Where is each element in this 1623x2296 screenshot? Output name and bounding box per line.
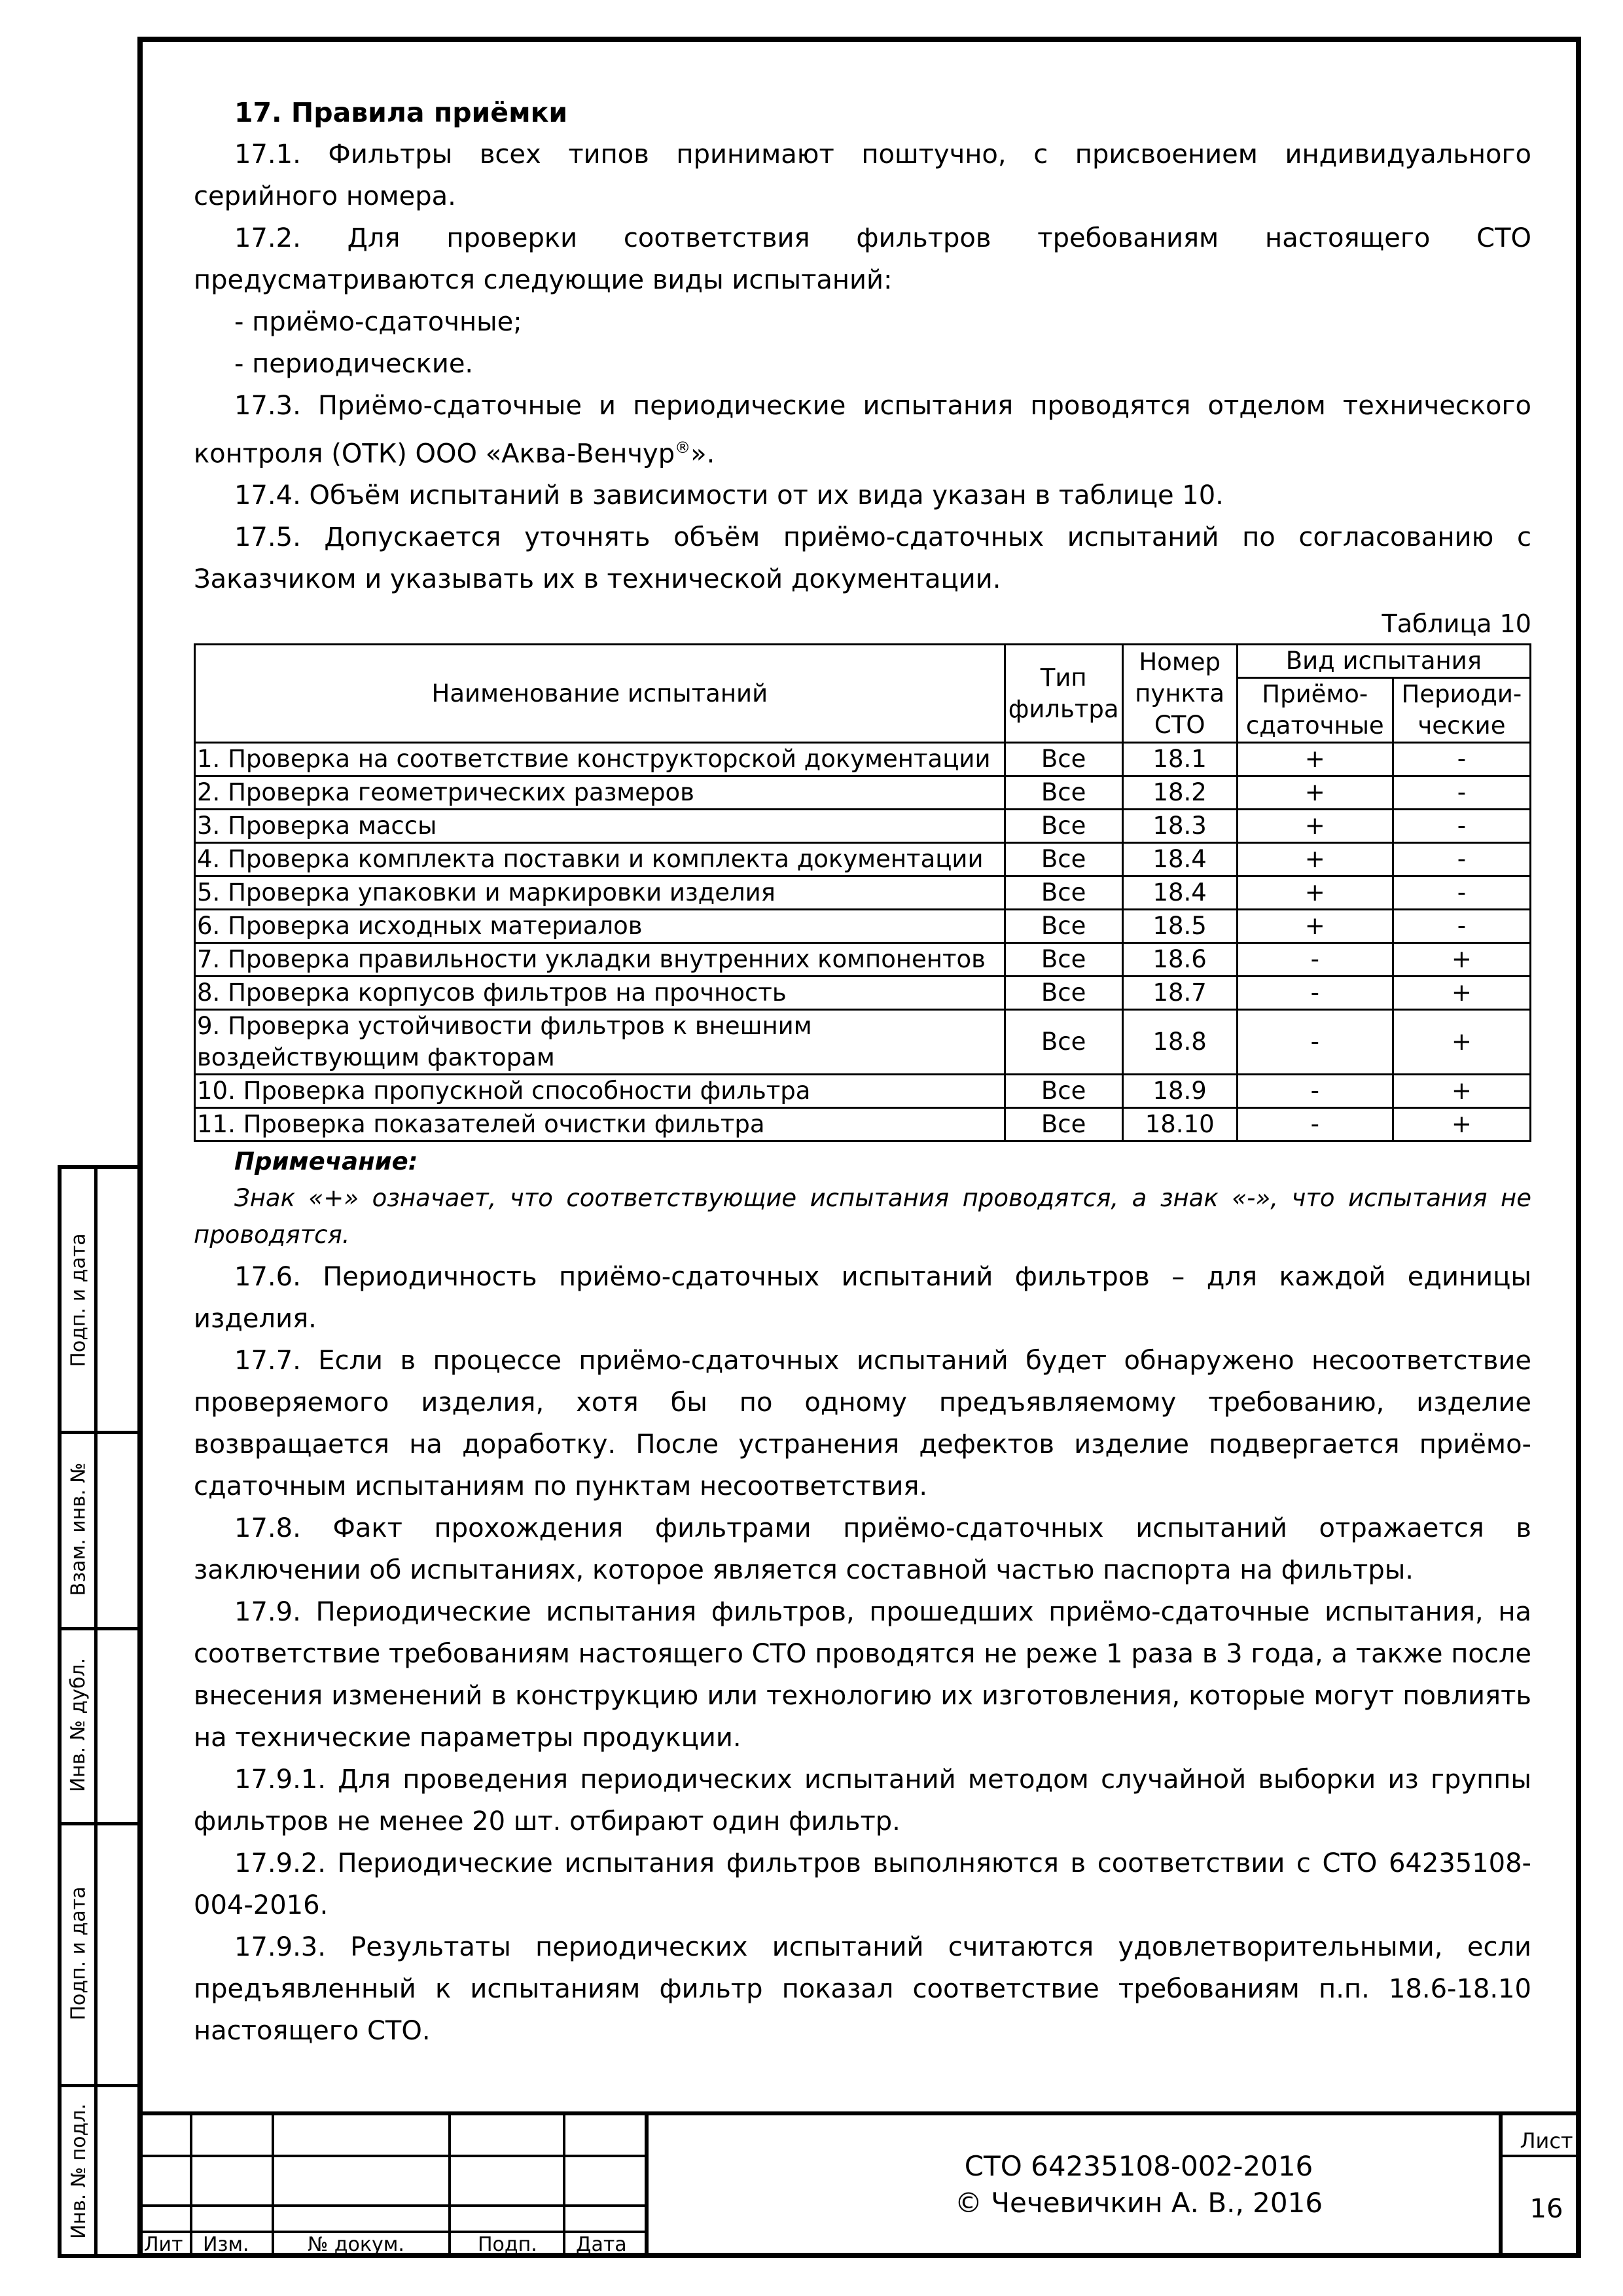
list-item: - приёмо-сдаточные;: [234, 307, 522, 337]
tb-col-lit: Лит: [144, 2233, 183, 2256]
side-cell-orig-inv: [62, 2084, 137, 2258]
row-name: 10. Проверка пропускной способности фильтра: [195, 1075, 1005, 1108]
paragraph: 17.6. Периодичность приёмо-сдаточных испытаний фильтров – для каждой единицы изделия.: [194, 1262, 1531, 1335]
paragraph: 17.9. Периодические испытания фильтров, прошедших приёмо-сдаточные испытания, на соответствие требованиям настоящего СТО проводятся не реже 1 раза в 3 года, а также после внесения изменений в конструкцию или технологию их изготовления, которые могут повлиять на технические параметры продукции.: [194, 1597, 1531, 1753]
row-clause: 18.4: [1122, 843, 1237, 876]
row-periodic: -: [1393, 843, 1530, 876]
paragraph-text: 17.3. Приёмо-сдаточные и периодические испытания проводятся отделом технического контроля (ОТК) ООО «Аква-Венчур: [194, 391, 1531, 469]
row-clause: 18.8: [1122, 1010, 1237, 1075]
side-label: Подп. и дата: [67, 1232, 90, 1367]
tb-doc-code: СТО 64235108-002-2016: [964, 2150, 1313, 2182]
row-clause: 18.5: [1122, 910, 1237, 943]
row-acceptance: -: [1237, 1075, 1393, 1108]
row-type: Все: [1005, 810, 1122, 843]
list-item: - периодические.: [234, 349, 474, 379]
row-clause: 18.3: [1122, 810, 1237, 843]
side-label: Инв. № дубл.: [67, 1657, 90, 1792]
row-type: Все: [1005, 1108, 1122, 1141]
side-cell-replace-inv: [62, 1431, 137, 1630]
row-periodic: -: [1393, 776, 1530, 810]
row-periodic: -: [1393, 910, 1530, 943]
row-clause: 18.7: [1122, 977, 1237, 1010]
row-type: Все: [1005, 1010, 1122, 1075]
row-name: 4. Проверка комплекта поставки и комплекта документации: [195, 843, 1005, 876]
paragraph: 17.9.1. Для проведения периодических испытаний методом случайной выборки из группы фильтров не менее 20 шт. отбирают один фильтр.: [194, 1765, 1531, 1837]
table-row: [195, 1010, 1531, 1075]
row-type: Все: [1005, 776, 1122, 810]
row-periodic: -: [1393, 810, 1530, 843]
row-periodic: +: [1393, 1108, 1530, 1141]
row-clause: 18.9: [1122, 1075, 1237, 1108]
row-clause: 18.4: [1122, 876, 1237, 910]
row-periodic: +: [1393, 977, 1530, 1010]
table-row: [195, 743, 1531, 776]
row-name: 8. Проверка корпусов фильтров на прочность: [195, 977, 1005, 1010]
side-cell-sign-date-1: [62, 1169, 137, 1434]
row-type: Все: [1005, 977, 1122, 1010]
side-label: Подп. и дата: [67, 1886, 90, 2020]
paragraph-17-3: [194, 385, 1531, 475]
row-periodic: +: [1393, 943, 1530, 977]
table-row: [195, 943, 1531, 977]
col-header-clause: Номер пункта СТО: [1122, 645, 1237, 743]
note-text: Знак «+» означает, что соответствующие испытания проводятся, а знак «-», что испытания не проводятся.: [194, 1184, 1531, 1249]
row-name: 7. Проверка правильности укладки внутренних компонентов: [195, 943, 1005, 977]
side-label: Взам. инв. №: [67, 1462, 90, 1596]
paragraph: 17.7. Если в процессе приёмо-сдаточных испытаний будет обнаружено несоответствие проверяемого изделия, хотя бы по одному предъявляемому требованию, изделие возвращается на доработку. После устранения дефектов изделие подвергается приёмо-сдаточным испытаниям по пунктам несоответствия.: [194, 1346, 1531, 1502]
col-header-kind: Вид испытания: [1237, 645, 1530, 678]
row-type: Все: [1005, 1075, 1122, 1108]
side-stamp-strip: [58, 1165, 137, 2258]
table-row: [195, 843, 1531, 876]
table-row: [195, 1075, 1531, 1108]
note-title: Примечание:: [234, 1147, 418, 1176]
tb-col-change: Изм.: [203, 2233, 249, 2256]
tests-table: [194, 643, 1531, 1142]
col-header-acceptance: Приёмо-сдаточные: [1237, 678, 1393, 743]
tb-sheet-label: Лист: [1520, 2128, 1573, 2153]
tb-col-date: Дата: [576, 2233, 627, 2256]
row-name: 11. Проверка показателей очистки фильтра: [195, 1108, 1005, 1141]
row-type: Все: [1005, 843, 1122, 876]
col-header-type: Тип фильтра: [1005, 645, 1122, 743]
row-acceptance: -: [1237, 1010, 1393, 1075]
paragraph: 17.8. Факт прохождения фильтрами приёмо-сдаточных испытаний отражается в заключении об испытаниях, которое является составной частью паспорта на фильтры.: [194, 1513, 1531, 1586]
row-periodic: +: [1393, 1075, 1530, 1108]
row-name: 2. Проверка геометрических размеров: [195, 776, 1005, 810]
title-block: [137, 2111, 1581, 2258]
row-type: Все: [1005, 743, 1122, 776]
row-periodic: -: [1393, 876, 1530, 910]
row-name: 9. Проверка устойчивости фильтров к внешним воздействующим факторам: [195, 1010, 1005, 1075]
tb-sheet-number: 16: [1529, 2194, 1563, 2224]
registered-mark: ®: [675, 439, 691, 457]
row-clause: 18.2: [1122, 776, 1237, 810]
tb-document-designation: [877, 2148, 1400, 2221]
row-acceptance: +: [1237, 843, 1393, 876]
row-clause: 18.10: [1122, 1108, 1237, 1141]
row-acceptance: +: [1237, 743, 1393, 776]
table-row: [195, 1108, 1531, 1141]
paragraph: 17.1. Фильтры всех типов принимают поштучно, с присвоением индивидуального серийного номера.: [194, 139, 1531, 211]
row-clause: 18.6: [1122, 943, 1237, 977]
paragraph: 17.4. Объём испытаний в зависимости от их вида указан в таблице 10.: [234, 480, 1224, 511]
row-acceptance: +: [1237, 876, 1393, 910]
row-type: Все: [1005, 910, 1122, 943]
row-acceptance: -: [1237, 977, 1393, 1010]
tb-copyright: © Чечевичкин А. В., 2016: [954, 2187, 1323, 2219]
paragraph: 17.9.3. Результаты периодических испытаний считаются удовлетворительными, если предъявленный к испытаниям фильтр показал соответствие требованиям п.п. 18.6-18.10 настоящего СТО.: [194, 1932, 1531, 2047]
row-type: Все: [1005, 876, 1122, 910]
paragraph: 17.5. Допускается уточнять объём приёмо-сдаточных испытаний по согласованию с Заказчиком и указывать их в технической документации.: [194, 522, 1531, 595]
row-name: 6. Проверка исходных материалов: [195, 910, 1005, 943]
side-cell-sign-date-2: [62, 1822, 137, 2087]
table-row: [195, 910, 1531, 943]
table-row: [195, 977, 1531, 1010]
paragraph: 17.9.2. Периодические испытания фильтров выполняются в соответствии с СТО 64235108-004-2016.: [194, 1848, 1531, 1921]
row-type: Все: [1005, 943, 1122, 977]
row-acceptance: +: [1237, 776, 1393, 810]
paragraph-text-end: ».: [690, 439, 715, 469]
document-body: [194, 92, 1531, 2052]
table-row: [195, 876, 1531, 910]
row-periodic: -: [1393, 743, 1530, 776]
table-row: [195, 810, 1531, 843]
section-heading: 17. Правила приёмки: [234, 97, 568, 128]
side-cell-dup-inv: [62, 1627, 137, 1825]
row-periodic: +: [1393, 1010, 1530, 1075]
paragraph: 17.2. Для проверки соответствия фильтров требованиям настоящего СТО предусматриваются следующие виды испытаний:: [194, 223, 1531, 295]
tb-col-sign: Подп.: [478, 2233, 537, 2256]
row-name: 3. Проверка массы: [195, 810, 1005, 843]
row-acceptance: -: [1237, 943, 1393, 977]
col-header-periodic: Периоди-ческие: [1393, 678, 1530, 743]
tb-col-docnum: № докум.: [308, 2233, 404, 2256]
table-row: [195, 776, 1531, 810]
col-header-name: Наименование испытаний: [195, 645, 1005, 743]
row-name: 5. Проверка упаковки и маркировки изделия: [195, 876, 1005, 910]
row-clause: 18.1: [1122, 743, 1237, 776]
row-acceptance: -: [1237, 1108, 1393, 1141]
row-acceptance: +: [1237, 810, 1393, 843]
row-acceptance: +: [1237, 910, 1393, 943]
row-name: 1. Проверка на соответствие конструкторской документации: [195, 743, 1005, 776]
table-caption: Таблица 10: [1382, 609, 1531, 639]
side-label: Инв. № подл.: [67, 2103, 90, 2239]
